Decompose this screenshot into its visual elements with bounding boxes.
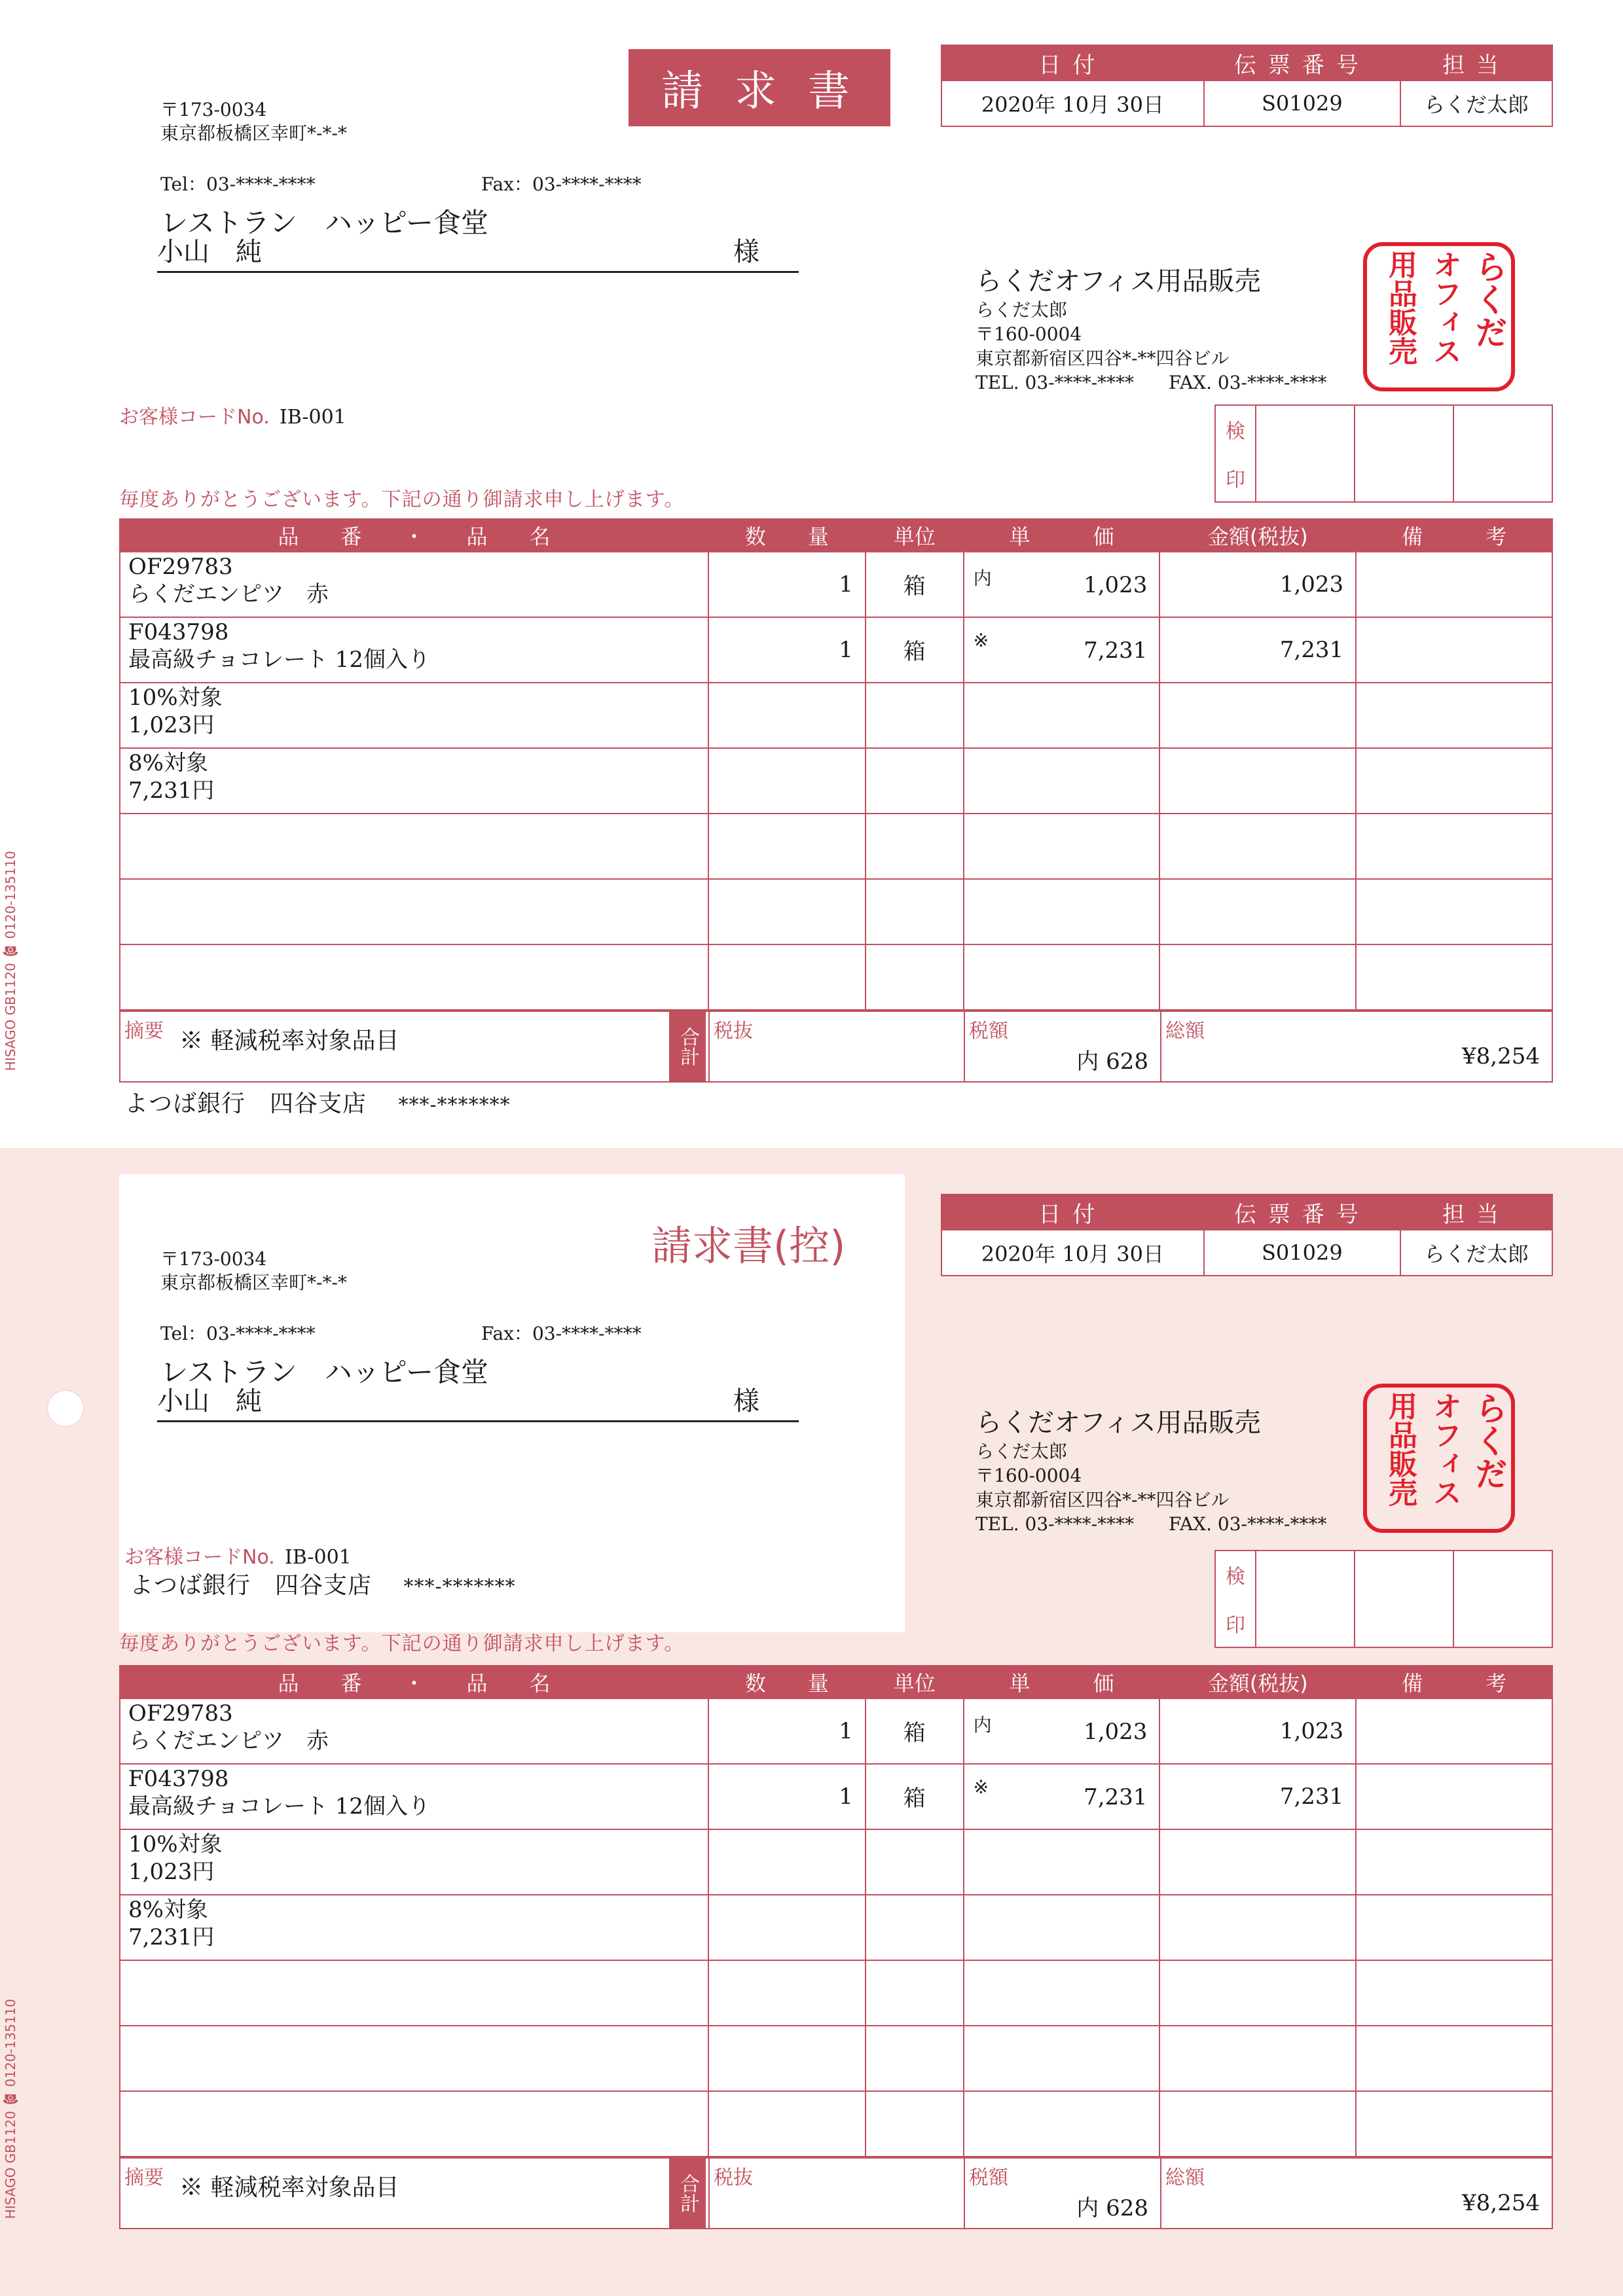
customer-person-line — [157, 1384, 799, 1422]
item-qty: 1 — [708, 552, 866, 617]
item-name: 最高級チョコレート 12個入り — [128, 1793, 431, 1820]
sender-fax: FAX. 03-****-**** — [1168, 1513, 1327, 1535]
tax-group-label: 8%対象 — [128, 750, 208, 776]
items-table — [119, 518, 1553, 1011]
item-name: らくだエンピツ 赤 — [128, 1728, 329, 1754]
gross-cell — [1160, 2159, 1553, 2228]
date-value: 2020年 10月 30日 — [941, 1230, 1204, 1276]
invoice-meta-table — [941, 1194, 1553, 1276]
item-price: 7,231 — [1084, 637, 1148, 664]
bank-account: ***-******* — [398, 1094, 511, 1117]
sender-person: らくだ太郎 — [976, 299, 1068, 321]
item-qty: 1 — [708, 617, 866, 683]
item-note — [1356, 1698, 1552, 1764]
tax-group-amount: 7,231円 — [128, 778, 215, 804]
remarks-text: ※ 軽減税率対象品目 — [179, 1028, 399, 1054]
inspection-box-3 — [1453, 1551, 1552, 1647]
pretax-label: 税抜 — [714, 2166, 753, 2189]
staff-value: らくだ太郎 — [1400, 1230, 1552, 1276]
invoice-copy-title: 請求書(控) — [651, 1222, 846, 1270]
inspection-box-3 — [1453, 405, 1552, 502]
greeting-text: 毎度ありがとうございます。下記の通り御請求申し上げます。 — [119, 488, 685, 511]
table-row — [120, 814, 1552, 879]
table-row — [120, 1960, 1552, 2026]
table-row — [120, 1764, 1552, 1829]
tax-mark: 内 — [973, 567, 992, 589]
item-price: 1,023 — [1084, 572, 1148, 598]
customer-address: 東京都板橋区幸町*-*-* — [160, 1272, 347, 1293]
item-unit: 箱 — [866, 1764, 964, 1829]
pretax-label: 税抜 — [714, 1020, 753, 1043]
remarks-label: 摘要 — [124, 2166, 164, 2189]
customer-company: レストラン ハッピー食堂 — [160, 1356, 489, 1388]
col-note: 備 考 — [1356, 519, 1552, 552]
table-row — [120, 1829, 1552, 1895]
company-stamp — [1363, 242, 1515, 391]
item-name: らくだエンピツ 赤 — [128, 581, 329, 607]
inspection-box-1 — [1256, 1551, 1355, 1647]
table-row — [120, 2091, 1552, 2157]
tax-label: 税額 — [969, 2166, 1008, 2189]
inspection-box-2 — [1355, 1551, 1453, 1647]
table-row — [120, 944, 1552, 1010]
date-value: 2020年 10月 30日 — [941, 81, 1204, 126]
gross-cell — [1160, 1012, 1553, 1081]
item-code: F043798 — [128, 619, 229, 645]
customer-address-block — [160, 1247, 347, 1295]
item-amount: 7,231 — [1159, 1764, 1356, 1829]
item-name: 最高級チョコレート 12個入り — [128, 647, 431, 673]
sender-postal: 〒160-0004 — [976, 323, 1082, 345]
customer-code — [124, 1541, 352, 1570]
stamp-text-3: 用品販売 — [1383, 1391, 1417, 1507]
customer-fax: Fax：03-****-**** — [481, 173, 642, 195]
pretax-cell — [708, 2159, 949, 2228]
date-header: 日付 — [941, 45, 1204, 81]
sender-company: らくだオフィス用品販売 — [976, 1408, 1261, 1438]
col-price: 単 価 — [964, 519, 1160, 552]
invoice-copy — [0, 1148, 1623, 2296]
table-row — [120, 879, 1552, 944]
customer-person-line — [157, 234, 799, 273]
table-row — [120, 2026, 1552, 2091]
tax-value: 内 628 — [1076, 1049, 1148, 1075]
col-qty: 数 量 — [708, 1666, 866, 1698]
customer-honorific: 様 — [733, 1386, 759, 1416]
remarks-text: ※ 軽減税率対象品目 — [179, 2174, 399, 2201]
slip-no-header: 伝票番号 — [1204, 45, 1400, 81]
sender-postal: 〒160-0004 — [976, 1465, 1082, 1486]
customer-code-label: お客様コードNo. — [124, 1546, 275, 1569]
customer-address: 東京都板橋区幸町*-*-* — [160, 122, 347, 144]
col-note: 備 考 — [1356, 1666, 1552, 1698]
tax-cell — [964, 1012, 1161, 1081]
col-unit: 単位 — [866, 519, 964, 552]
slip-no-value: S01029 — [1204, 81, 1400, 126]
stamp-text-3: 用品販売 — [1383, 250, 1417, 365]
tax-group-amount: 7,231円 — [128, 1924, 215, 1950]
sender-person: らくだ太郎 — [976, 1441, 1068, 1462]
sender-fax: FAX. 03-****-**** — [1168, 372, 1327, 393]
summary-row — [119, 2157, 1553, 2229]
item-amount: 7,231 — [1159, 617, 1356, 683]
bank-name: よつば銀行 四谷支店 — [130, 1572, 373, 1599]
tax-cell — [964, 2159, 1161, 2228]
inspection-boxes — [1214, 404, 1553, 503]
company-stamp — [1363, 1384, 1515, 1533]
sender-address: 東京都新宿区四谷*-**四谷ビル — [976, 1489, 1230, 1511]
item-price: 1,023 — [1084, 1719, 1148, 1745]
inspection-label: 検 印 — [1215, 1551, 1256, 1647]
customer-company: レストラン ハッピー食堂 — [160, 207, 489, 239]
stamp-text-2: オフィス — [1428, 250, 1461, 365]
punch-hole — [47, 1390, 84, 1427]
table-row — [120, 1698, 1552, 1764]
tax-label: 税額 — [969, 1020, 1008, 1043]
item-note — [1356, 552, 1552, 617]
greeting-text: 毎度ありがとうございます。下記の通り御請求申し上げます。 — [119, 1632, 685, 1655]
customer-postal: 〒173-0034 — [160, 1248, 267, 1270]
customer-postal: 〒173-0034 — [160, 99, 267, 120]
bank-info — [124, 1085, 511, 1119]
item-code: OF29783 — [128, 1700, 233, 1727]
bank-account: ***-******* — [403, 1575, 516, 1598]
tax-group-label: 8%対象 — [128, 1897, 208, 1923]
gross-value: ¥8,254 — [1462, 2190, 1540, 2216]
slip-no-header: 伝票番号 — [1204, 1194, 1400, 1230]
sender-block — [976, 260, 1326, 395]
sender-block — [976, 1402, 1326, 1536]
item-amount: 1,023 — [1159, 552, 1356, 617]
side-print: HISAGO GB1120 ☎ 0120-135110 — [3, 1999, 18, 2219]
table-row — [120, 748, 1552, 814]
pretax-cell — [708, 1012, 949, 1081]
table-row — [120, 617, 1552, 683]
inspection-label: 検 印 — [1215, 405, 1256, 502]
table-row — [120, 552, 1552, 617]
col-qty: 数 量 — [708, 519, 866, 552]
col-price: 単 価 — [964, 1666, 1160, 1698]
col-amount: 金額(税抜) — [1159, 1666, 1356, 1698]
inspection-boxes — [1214, 1550, 1553, 1648]
tax-mark: ※ — [973, 630, 989, 651]
bank-name: よつば銀行 四谷支店 — [124, 1090, 367, 1117]
item-note — [1356, 617, 1552, 683]
sender-tel: TEL. 03-****-**** — [976, 1513, 1135, 1535]
inspection-box-2 — [1355, 405, 1453, 502]
inspection-box-1 — [1256, 405, 1355, 502]
sender-tel: TEL. 03-****-**** — [976, 372, 1135, 393]
item-unit: 箱 — [866, 617, 964, 683]
customer-tel: Tel：03-****-**** — [160, 1323, 316, 1344]
remarks-label: 摘要 — [124, 1020, 164, 1043]
item-unit: 箱 — [866, 1698, 964, 1764]
item-note — [1356, 1764, 1552, 1829]
item-qty: 1 — [708, 1764, 866, 1829]
item-qty: 1 — [708, 1698, 866, 1764]
customer-tel: Tel：03-****-**** — [160, 173, 316, 195]
total-label: 合計 — [669, 1012, 706, 1081]
item-code: F043798 — [128, 1766, 229, 1792]
tax-value: 内 628 — [1076, 2195, 1148, 2221]
col-unit: 単位 — [866, 1666, 964, 1698]
col-item: 品 番 ・ 品 名 — [120, 519, 708, 552]
customer-code — [119, 401, 346, 429]
gross-value: ¥8,254 — [1462, 1043, 1540, 1069]
item-unit: 箱 — [866, 552, 964, 617]
tax-mark: 内 — [973, 1714, 992, 1736]
tax-group-label: 10%対象 — [128, 685, 223, 711]
invoice-title: 請求書 — [629, 49, 890, 126]
items-table — [119, 1665, 1553, 2157]
customer-honorific: 様 — [733, 237, 759, 267]
tax-group-label: 10%対象 — [128, 1831, 223, 1857]
staff-header: 担当 — [1400, 45, 1552, 81]
customer-address-block — [160, 98, 347, 145]
invoice-meta-table — [941, 45, 1553, 127]
customer-fax: Fax：03-****-**** — [481, 1323, 642, 1344]
customer-person: 小山 純 — [157, 1386, 262, 1416]
date-header: 日付 — [941, 1194, 1204, 1230]
bank-info — [130, 1567, 516, 1600]
col-item: 品 番 ・ 品 名 — [120, 1666, 708, 1698]
stamp-text-2: オフィス — [1428, 1391, 1461, 1507]
customer-code-value: IB-001 — [284, 1546, 352, 1569]
customer-person: 小山 純 — [157, 237, 262, 267]
gross-label: 総額 — [1165, 2166, 1205, 2189]
tax-group-amount: 1,023円 — [128, 1859, 215, 1885]
table-row — [120, 1895, 1552, 1960]
customer-code-value: IB-001 — [279, 406, 346, 429]
stamp-text-1: らくだ — [1470, 250, 1508, 348]
staff-value: らくだ太郎 — [1400, 81, 1552, 126]
side-print: HISAGO GB1120 ☎ 0120-135110 — [3, 851, 18, 1071]
tax-mark: ※ — [973, 1776, 989, 1798]
gross-label: 総額 — [1165, 1020, 1205, 1043]
slip-no-value: S01029 — [1204, 1230, 1400, 1276]
table-row — [120, 683, 1552, 748]
sender-company: らくだオフィス用品販売 — [976, 266, 1261, 296]
staff-header: 担当 — [1400, 1194, 1552, 1230]
tax-group-amount: 1,023円 — [128, 712, 215, 738]
total-label: 合計 — [669, 2159, 706, 2228]
item-code: OF29783 — [128, 554, 233, 580]
summary-row — [119, 1011, 1553, 1083]
item-amount: 1,023 — [1159, 1698, 1356, 1764]
stamp-text-1: らくだ — [1470, 1391, 1508, 1490]
item-price: 7,231 — [1084, 1784, 1148, 1810]
sender-address: 東京都新宿区四谷*-**四谷ビル — [976, 348, 1230, 369]
customer-code-label: お客様コードNo. — [119, 406, 270, 429]
col-amount: 金額(税抜) — [1159, 519, 1356, 552]
